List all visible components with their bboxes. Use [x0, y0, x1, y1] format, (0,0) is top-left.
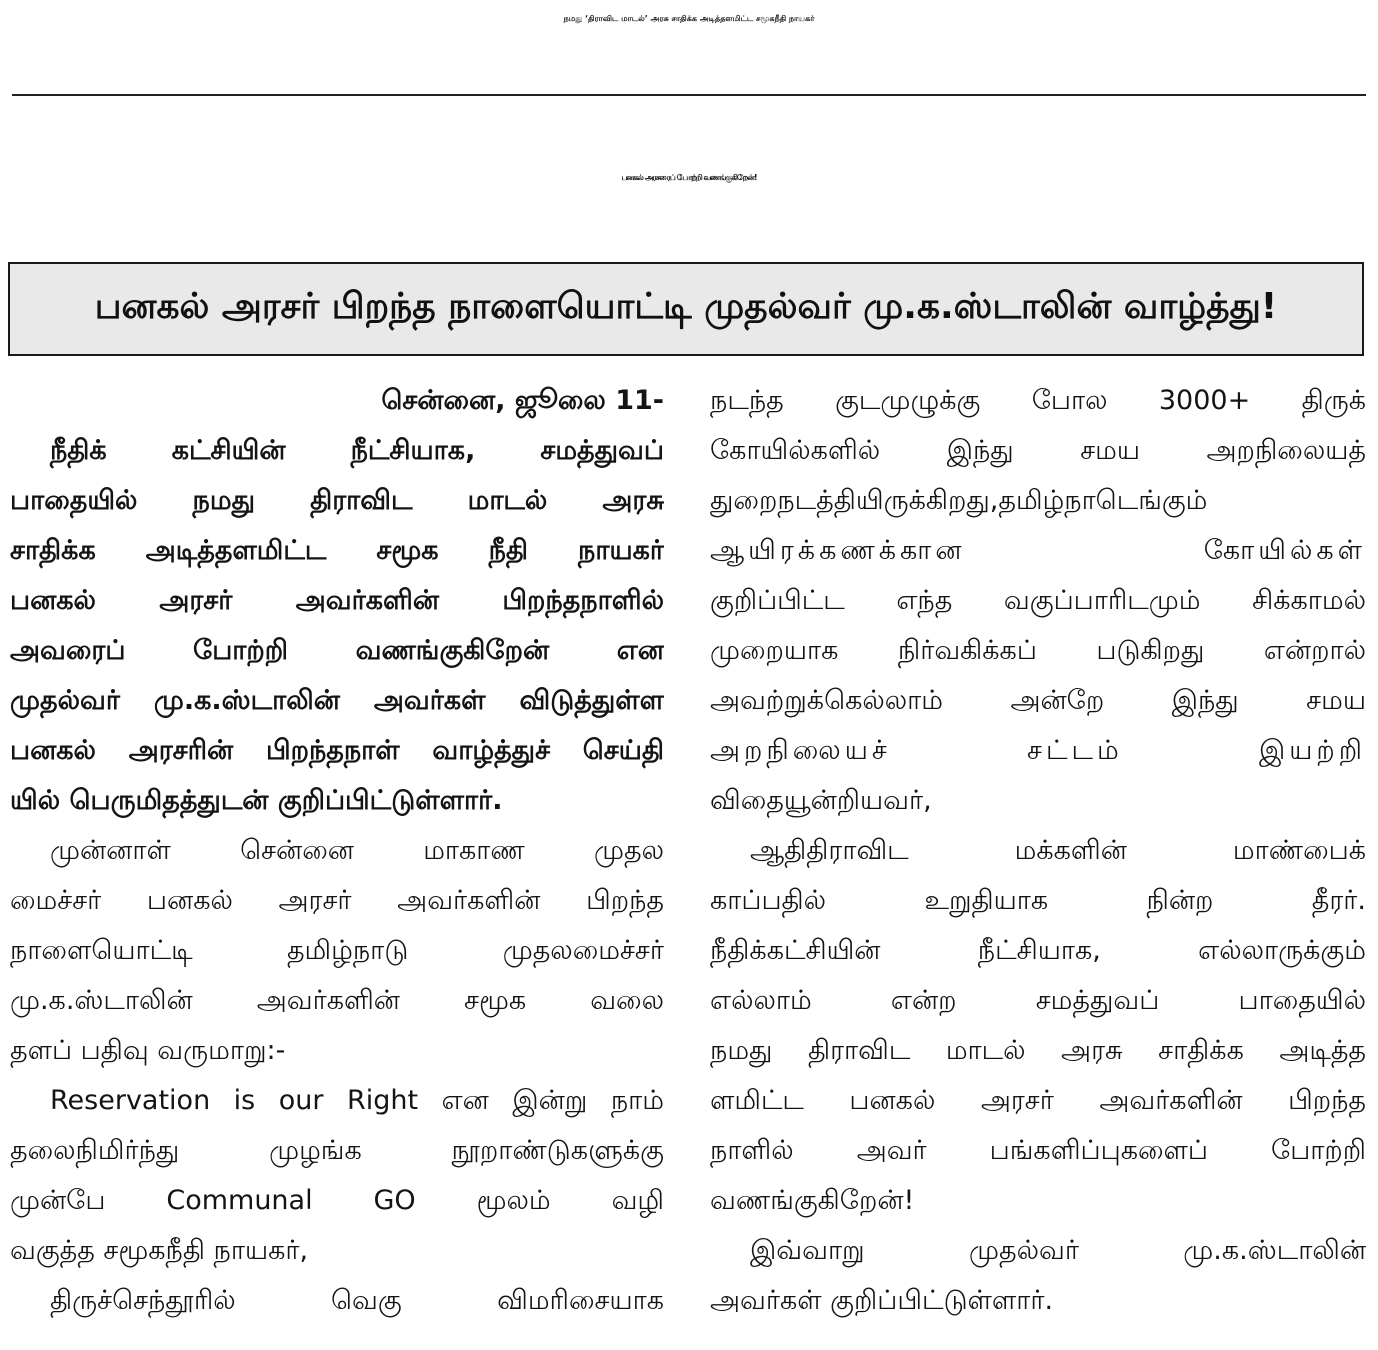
body-line: ளமிட்ட பனகல் அரசர் அவர்களின் பிறந்த: [710, 1085, 1366, 1116]
body-line: முன்னாள் சென்னை மாகாண முதல: [50, 835, 664, 866]
kicker-headline: நமது ‘திராவிட மாடல்’ அரசு சாதிக்க அடித்தளமிட்ட சமூகநீதி நாயகர்: [563, 14, 815, 23]
body-paragraph: [710, 826, 1366, 1226]
body-paragraph: [10, 1076, 664, 1276]
body-line: நமது திராவிட மாடல் அரசு சாதிக்க அடித்த: [710, 1035, 1366, 1066]
body-line: நாளில் அவர் பங்களிப்புகளைப் போற்றி: [710, 1135, 1366, 1166]
dateline: சென்னை, ஜூலை 11-: [381, 385, 664, 416]
body-line: தலைநிமிர்ந்து முழங்க நூறாண்டுகளுக்கு: [10, 1135, 664, 1166]
body-line: அவர்கள் குறிப்பிட்டுள்ளார்.: [710, 1285, 1054, 1316]
right-column: [710, 376, 1366, 1326]
lead-paragraph: [10, 426, 664, 826]
subheadline-box: [8, 262, 1364, 356]
lead-line: சாதிக்க அடித்தளமிட்ட சமூக நீதி நாயகர்: [10, 535, 664, 566]
body-line: நாளையொட்டி தமிழ்நாடு முதலமைச்சர்: [10, 935, 664, 966]
body-paragraph: [10, 826, 664, 1076]
kicker-divider: [12, 94, 1366, 96]
lead-line: நீதிக் கட்சியின் நீட்சியாக, சமத்துவப்: [50, 435, 664, 466]
body-line: நீதிக்கட்சியின் நீட்சியாக, எல்லாருக்கும்: [710, 935, 1366, 966]
body-line: ஆதிதிராவிட மக்களின் மாண்பைக்: [750, 835, 1366, 866]
lead-line: யில் பெருமிதத்துடன் குறிப்பிட்டுள்ளார்.: [10, 785, 503, 816]
body-line: நடந்த குடமுழுக்கு போல 3000+ திருக்: [710, 385, 1366, 416]
body-line: கோயில்களில் இந்து சமய அறநிலையத்: [710, 435, 1366, 466]
body-line: விதையூன்றியவர்,: [710, 785, 932, 816]
body-paragraph: [710, 376, 1366, 826]
body-line: காப்பதில் உறுதியாக நின்ற தீரர்.: [710, 885, 1366, 916]
lead-line: முதல்வர் மு.க.ஸ்டாலின் அவர்கள் விடுத்துள்ள: [10, 685, 664, 716]
body-line: அறநிலையச் சட்டம் இயற்றி: [710, 735, 1366, 766]
body-paragraph: [10, 1276, 664, 1326]
body-line: எல்லாம் என்ற சமத்துவப் பாதையில்: [710, 985, 1366, 1016]
lead-line: பனகல் அரசரின் பிறந்தநாள் வாழ்த்துச் செய்தி: [10, 735, 664, 766]
lead-line: அவரைப் போற்றி வணங்குகிறேன் என: [10, 635, 664, 666]
body-line: துறைநடத்தியிருக்கிறது,தமிழ்நாடெங்கும்: [710, 485, 1208, 516]
body-line: முன்பே Communal GO மூலம் வழி: [10, 1185, 664, 1216]
lead-line: பாதையில் நமது திராவிட மாடல் அரசு: [10, 485, 664, 516]
body-line: முறையாக நிர்வகிக்கப் படுகிறது என்றால்: [710, 635, 1366, 666]
body-line: Reservation is our Right என இன்று நாம்: [50, 1085, 664, 1116]
body-paragraph: [710, 1226, 1366, 1326]
body-line: ஆயிரக்கணக்கான கோயில்கள்: [710, 535, 1366, 566]
body-line: அவற்றுக்கெல்லாம் அன்றே இந்து சமய: [710, 685, 1366, 716]
body-line: குறிப்பிட்ட எந்த வகுப்பாரிடமும் சிக்காமல்: [710, 585, 1366, 616]
left-column: [10, 376, 664, 1326]
subheadline: பனகல் அரசர் பிறந்த நாளையொட்டி முதல்வர் மு.க.ஸ்டாலின் வாழ்த்து!: [94, 286, 1278, 327]
main-headline: பனகல் அரசரைப் போற்றி வணங்குகிறேன்!: [621, 173, 757, 182]
body-line: வகுத்த சமூகநீதி நாயகர்,: [10, 1235, 309, 1266]
body-line: மு.க.ஸ்டாலின் அவர்களின் சமூக வலை: [10, 985, 664, 1016]
body-line: இவ்வாறு முதல்வர் மு.க.ஸ்டாலின்: [750, 1235, 1366, 1266]
body-line: திருச்செந்தூரில் வெகு விமரிசையாக: [50, 1285, 664, 1316]
body-line: தளப் பதிவு வருமாறு:-: [10, 1035, 286, 1066]
lead-line: பனகல் அரசர் அவர்களின் பிறந்தநாளில்: [10, 585, 664, 616]
body-line: வணங்குகிறேன்!: [710, 1185, 915, 1216]
body-line: மைச்சர் பனகல் அரசர் அவர்களின் பிறந்த: [10, 885, 664, 916]
